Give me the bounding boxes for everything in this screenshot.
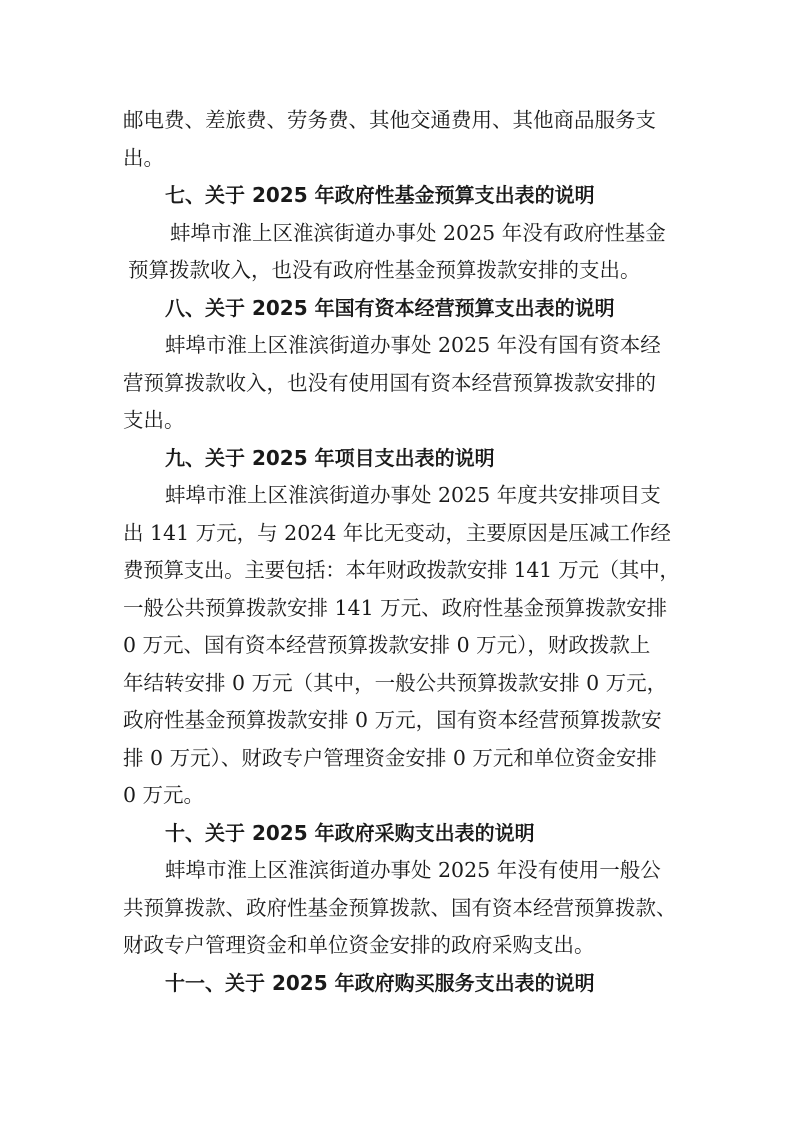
section-heading-7: 七、关于 2025 年政府性基金预算支出表的说明 xyxy=(165,183,595,207)
body-text-line: 共预算拨款、政府性基金预算拨款、国有资本经营预算拨款、 xyxy=(123,896,677,920)
body-text-line: 蚌埠市淮上区淮滨街道办事处 2025 年度共安排项目支 xyxy=(165,483,661,507)
section-heading-11: 十一、关于 2025 年政府购买服务支出表的说明 xyxy=(165,971,595,995)
body-text-line: 蚌埠市淮上区淮滨街道办事处 2025 年没有国有资本经 xyxy=(165,333,661,357)
body-text-line: 蚌埠市淮上区淮滨街道办事处 2025 年没有政府性基金 xyxy=(170,221,666,245)
section-heading-8: 八、关于 2025 年国有资本经营预算支出表的说明 xyxy=(165,296,615,320)
body-text-line: 预算拨款收入，也没有政府性基金预算拨款安排的支出。 xyxy=(128,258,641,282)
body-text-line: 出 141 万元，与 2024 年比无变动，主要原因是压减工作经 xyxy=(123,521,671,545)
body-text-line: 0 万元。 xyxy=(123,783,205,807)
body-text-line: 排 0 万元）、财政专户管理资金安排 0 万元和单位资金安排 xyxy=(123,746,657,770)
body-text-line: 0 万元、国有资本经营预算拨款安排 0 万元），财政拨款上 xyxy=(123,633,651,657)
body-text-line: 蚌埠市淮上区淮滨街道办事处 2025 年没有使用一般公 xyxy=(165,858,661,882)
body-text-line: 一般公共预算拨款安排 141 万元、政府性基金预算拨款安排 xyxy=(123,596,668,620)
body-text-line: 年结转安排 0 万元（其中，一般公共预算拨款安排 0 万元， xyxy=(123,671,668,695)
body-text-line: 财政专户管理资金和单位资金安排的政府采购支出。 xyxy=(123,933,595,957)
body-text-line: 费预算支出。主要包括：本年财政拨款安排 141 万元（其中， xyxy=(123,558,680,582)
section-heading-9: 九、关于 2025 年项目支出表的说明 xyxy=(165,446,495,470)
body-text-line: 营预算拨款收入，也没有使用国有资本经营预算拨款安排的 xyxy=(123,371,656,395)
body-text-line: 出。 xyxy=(123,146,164,170)
section-heading-10: 十、关于 2025 年政府采购支出表的说明 xyxy=(165,821,535,845)
body-text-line: 支出。 xyxy=(123,408,185,432)
body-text-line: 邮电费、差旅费、劳务费、其他交通费用、其他商品服务支 xyxy=(123,108,656,132)
body-text-line: 政府性基金预算拨款安排 0 万元，国有资本经营预算拨款安 xyxy=(123,708,662,732)
